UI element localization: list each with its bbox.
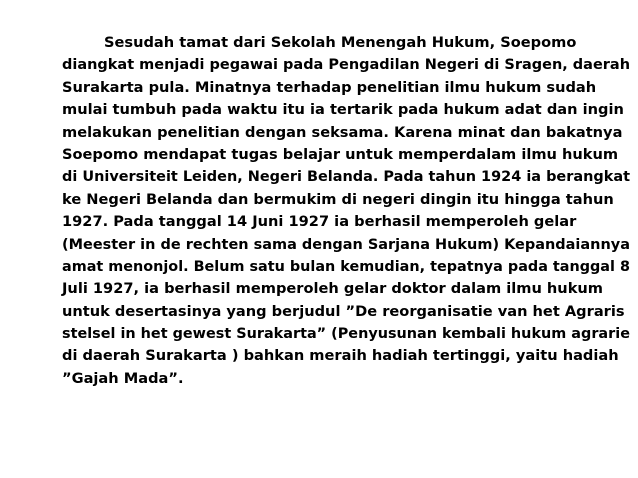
paragraph-line-11: amat menonjol. Belum satu bulan kemudian, tepatnya pada tanggal 8 bbox=[62, 257, 630, 275]
paragraph-line-13: untuk desertasinya yang berjudul ”De reorganisatie van het Agraris bbox=[62, 302, 625, 320]
paragraph-line-14: stelsel in het gewest Surakarta” (Penyusunan kembali hukum agrarie bbox=[62, 325, 630, 343]
paragraph-line-2: diangkat menjadi pegawai pada Pengadilan Negeri di Sragen, daerah bbox=[62, 56, 631, 74]
paragraph-line-4: mulai tumbuh pada waktu itu ia tertarik pada hukum adat dan ingin bbox=[62, 101, 624, 119]
body-paragraph bbox=[62, 32, 631, 390]
paragraph-line-9: 1927. Pada tanggal 14 Juni 1927 ia berhasil memperoleh gelar bbox=[62, 213, 577, 231]
paragraph-line-8: ke Negeri Belanda dan bermukim di negeri dingin itu hingga tahun bbox=[62, 190, 614, 208]
paragraph-line-1: Sesudah tamat dari Sekolah Menengah Hukum, Soepomo bbox=[104, 34, 577, 51]
paragraph-line-15: di daerah Surakarta ) bahkan meraih hadiah tertinggi, yaitu hadiah bbox=[62, 347, 619, 365]
paragraph-line-16: ”Gajah Mada”. bbox=[62, 369, 184, 387]
paragraph-line-3: Surakarta pula. Minatnya terhadap penelitian ilmu hukum sudah bbox=[62, 78, 597, 96]
paragraph-line-6: Soepomo mendapat tugas belajar untuk memperdalam ilmu hukum bbox=[62, 145, 619, 163]
paragraph-line-7: di Universiteit Leiden, Negeri Belanda. Pada tahun 1924 ia berangkat bbox=[62, 168, 631, 186]
paragraph-line-10: (Meester in de rechten sama dengan Sarjana Hukum) Kepandaiannya bbox=[62, 235, 630, 253]
paragraph-line-12: Juli 1927, ia berhasil memperoleh gelar doktor dalam ilmu hukum bbox=[62, 280, 604, 298]
paragraph-line-5: melakukan penelitian dengan seksama. Karena minat dan bakatnya bbox=[62, 123, 623, 141]
